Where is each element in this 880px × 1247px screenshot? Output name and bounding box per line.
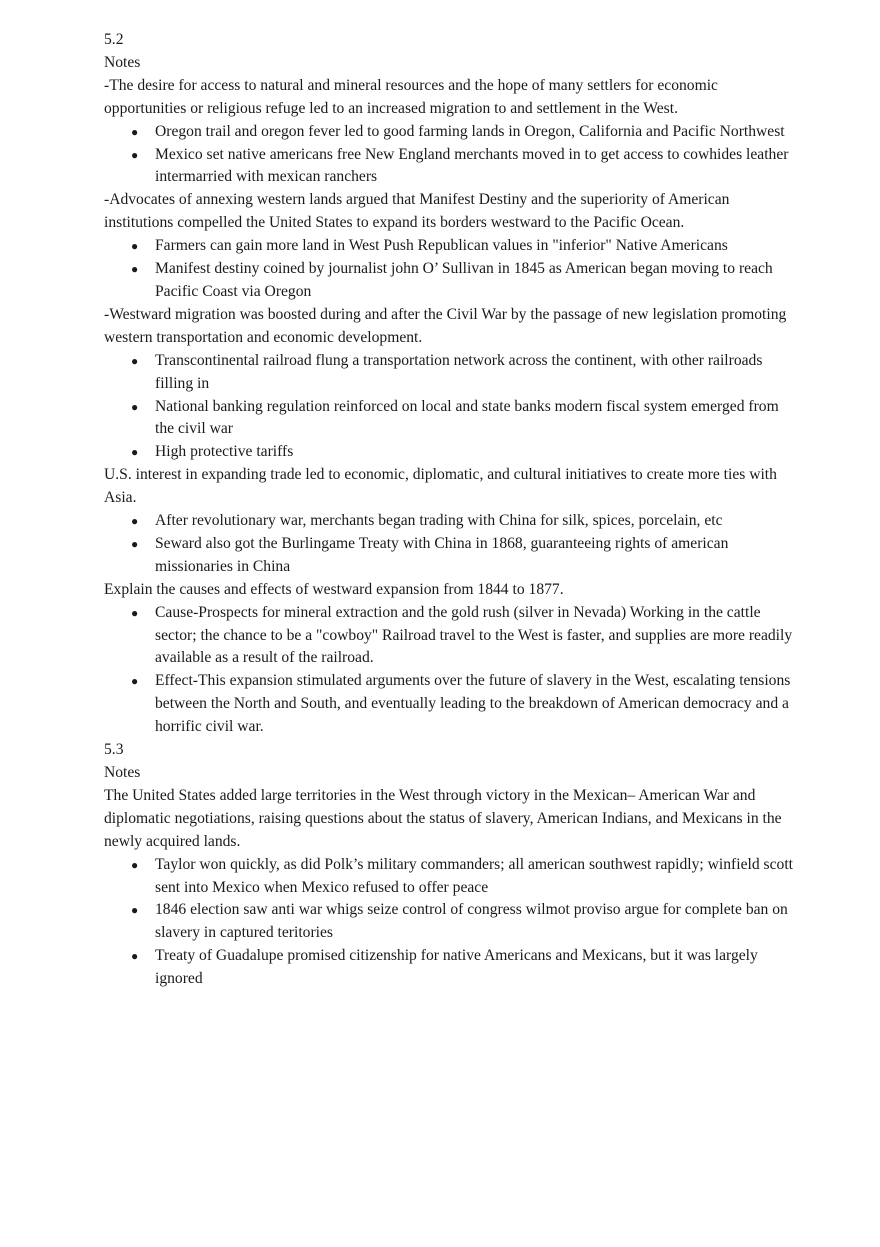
list-item-text: Oregon trail and oregon fever led to good farming lands in Oregon, California and Pacific Northwest	[155, 122, 785, 140]
list-item-text: 1846 election saw anti war whigs seize control of congress wilmot proviso argue for complete ban on slavery in captured teritories	[155, 901, 788, 942]
paragraph-westward-migration: -Westward migration was boosted during and after the Civil War by the passage of new legislation promoting western transportation and economic development.	[104, 305, 787, 346]
paragraph-manifest-destiny: -Advocates of annexing western lands argued that Manifest Destiny and the superiority of American institutions compelled the United States to expand its borders westward to the Pacific Ocean.	[104, 191, 730, 232]
bullet-icon: ●	[131, 124, 139, 139]
list-item	[104, 602, 794, 671]
bullet-list	[104, 602, 794, 739]
bullet-icon: ●	[131, 353, 139, 368]
bullet-list	[104, 854, 794, 991]
bullet-icon: ●	[131, 949, 139, 964]
list-item-text: Farmers can gain more land in West Push Republican values in "inferior" Native Americans	[155, 237, 728, 255]
bullet-list	[104, 510, 794, 579]
paragraph-explain-question: Explain the causes and effects of westward expansion from 1844 to 1877.	[104, 580, 564, 598]
bullet-list	[104, 235, 794, 304]
list-item-text: Manifest destiny coined by journalist john O’ Sullivan in 1845 as American began moving to reach Pacific Coast via Oregon	[155, 260, 773, 300]
bullet-icon: ●	[131, 674, 139, 689]
list-item-text: Seward also got the Burlingame Treaty with China in 1868, guaranteeing rights of american missionaries in China	[155, 534, 729, 575]
list-item-text: Transcontinental railroad flung a transportation network across the continent, with other railroads filling in	[155, 351, 763, 392]
list-item	[104, 144, 794, 190]
list-item	[104, 510, 794, 533]
bullet-icon: ●	[131, 857, 139, 872]
list-item	[104, 235, 794, 258]
list-item	[104, 396, 794, 442]
bullet-icon: ●	[131, 399, 139, 414]
list-item-text: Taylor won quickly, as did Polk’s military commanders; all american southwest rapidly; winfield scott sent into Mexico when Mexico refused to offer peace	[155, 855, 793, 896]
bullet-icon: ●	[131, 445, 139, 460]
list-item-text: National banking regulation reinforced on local and state banks modern fiscal system emerged from the civil war	[155, 397, 779, 438]
list-item	[104, 258, 794, 304]
list-item-text: Effect-This expansion stimulated arguments over the future of slavery in the West, escalating tensions between the North and South, and eventually leading to the breakdown of American democracy and a horrific civil war.	[155, 672, 791, 736]
bullet-icon: ●	[131, 605, 139, 620]
paragraph-natural-resources: -The desire for access to natural and mineral resources and the hope of many settlers for economic opportunities or religious refuge led to an increased migration to and settlement in the West.	[104, 76, 718, 117]
paragraph-asia-trade: U.S. interest in expanding trade led to economic, diplomatic, and cultural initiatives to create more ties with Asia.	[104, 466, 777, 507]
list-item	[104, 533, 794, 579]
list-item	[104, 441, 794, 464]
bullet-list	[104, 350, 794, 465]
list-item-text: Treaty of Guadalupe promised citizenship for native Americans and Mexicans, but it was largely ignored	[155, 947, 758, 988]
bullet-icon: ●	[131, 903, 139, 918]
list-item	[104, 854, 794, 900]
bullet-icon: ●	[131, 536, 139, 551]
document-page	[104, 29, 794, 991]
bullet-icon: ●	[131, 514, 139, 529]
list-item-text: High protective tariffs	[155, 443, 294, 461]
list-item-text: Cause-Prospects for mineral extraction and the gold rush (silver in Nevada) Working in the cattle sector; the chance to be a "cowboy" Railroad travel to the West is faster, and supplies are more readily available as a result of the railroad.	[155, 603, 793, 667]
list-item	[104, 945, 794, 991]
list-item-text: Mexico set native americans free New England merchants moved in to get access to cowhides leather intermarried with mexican ranchers	[155, 145, 789, 186]
section-heading-5-3: 5.3	[104, 741, 124, 759]
list-item	[104, 670, 794, 739]
bullet-icon: ●	[131, 239, 139, 254]
list-item	[104, 121, 794, 144]
bullet-list	[104, 121, 794, 190]
paragraph-mexican-american-war: The United States added large territories in the West through victory in the Mexican– American War and diplomatic negotiations, raising questions about the status of slavery, American Indians, and Mexicans in the newly acquired lands.	[104, 786, 782, 850]
list-item-text: After revolutionary war, merchants began trading with China for silk, spices, porcelain, etc	[155, 512, 723, 530]
section-notes-label: Notes	[104, 53, 141, 71]
list-item	[104, 899, 794, 945]
section-heading-5-2: 5.2	[104, 31, 124, 48]
bullet-icon: ●	[131, 262, 139, 277]
section-notes-label: Notes	[104, 764, 141, 781]
bullet-icon: ●	[131, 147, 139, 162]
list-item	[104, 350, 794, 396]
